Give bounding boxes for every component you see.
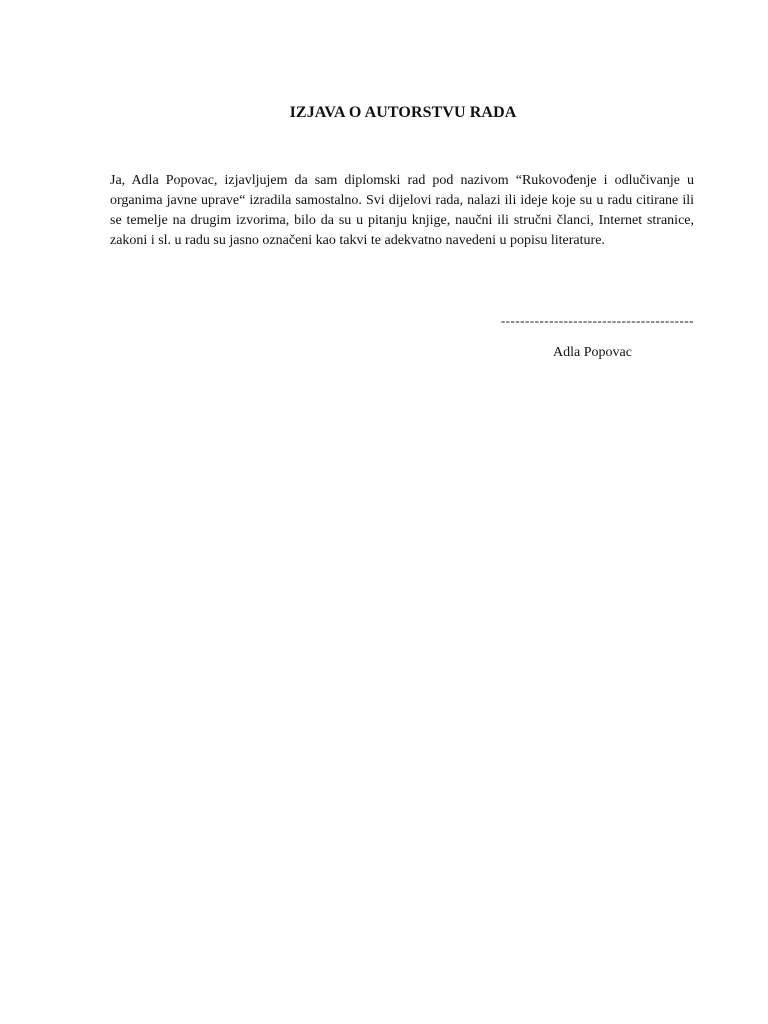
- signature-line: ----------------------------------------: [500, 313, 694, 328]
- document-title: IZJAVA O AUTORSTVU RADA: [289, 104, 517, 121]
- declaration-paragraph: Ja, Adla Popovac, izjavljujem da sam diplomski rad pod nazivom “Rukovođenje i odlučivanje u organima javne uprave“ izradila samostalno. Svi dijelovi rada, nalazi ili ideje koje su u radu citirane ili se temelje na drugim izvorima, bilo da su u pitanju knjige, naučni ili stručni članci, Internet stranice, zakoni i sl. u radu su jasno označeni kao takvi te adekvatno navedeni u popisu literature.: [110, 173, 694, 248]
- signature-name: Adla Popovac: [553, 345, 632, 360]
